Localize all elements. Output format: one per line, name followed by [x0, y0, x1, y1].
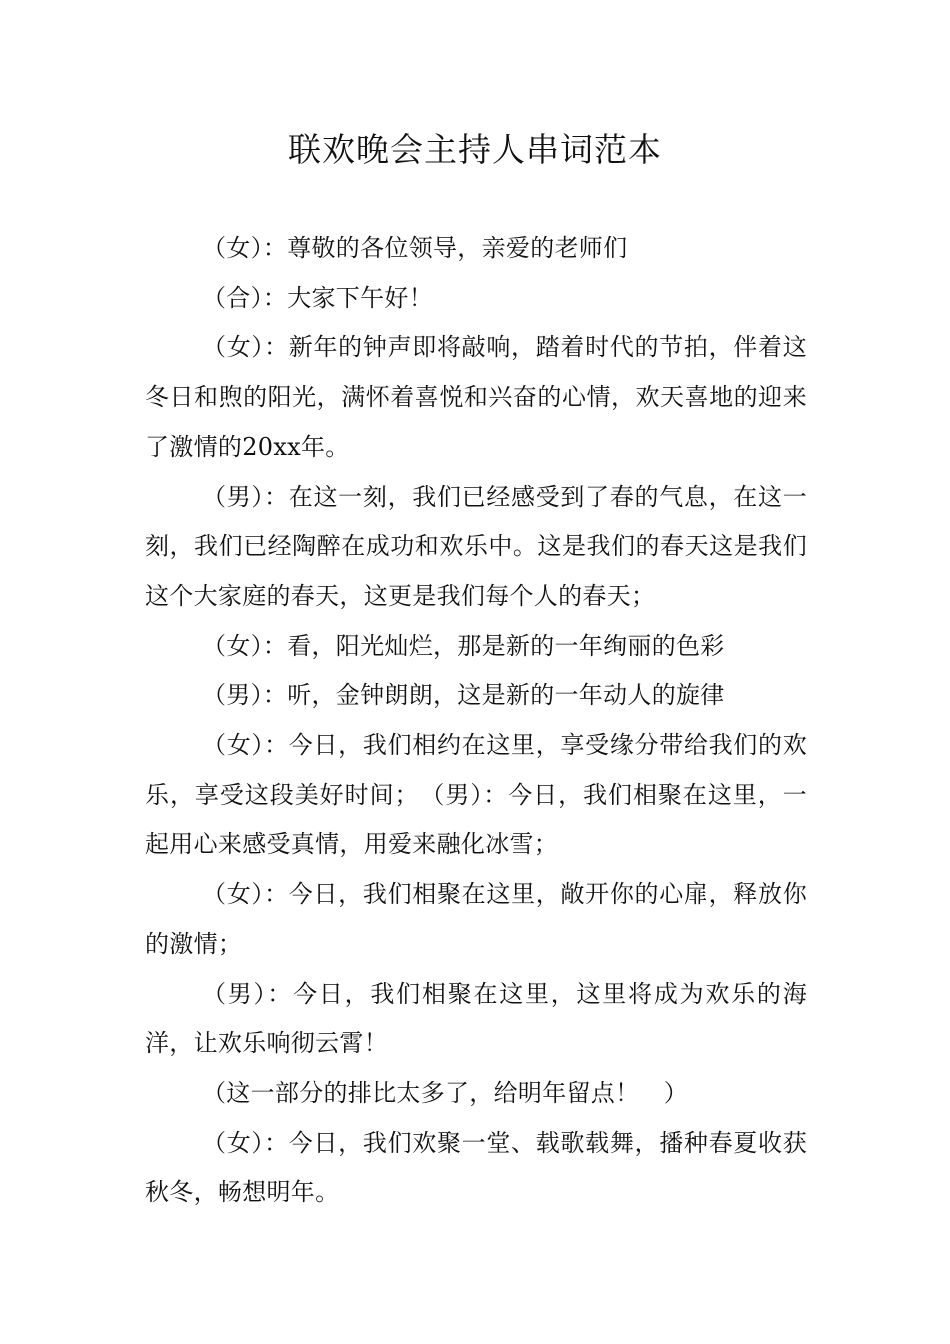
paragraph: （女）：今日，我们相约在这里，享受缘分带给我们的欢乐，享受这段美好时间； （男）：今日，我们相聚在这里，一起用心来感受真情，用爱来融化冰雪；: [145, 731, 807, 859]
paragraph: （男）：听，金钟朗朗，这是新的一年动人的旋律: [202, 681, 725, 710]
paragraph: （女）：今日，我们相聚在这里，敞开你的心扉，释放你的激情；: [145, 880, 807, 958]
paragraph: （合）：大家下午好！: [202, 283, 433, 312]
paragraph: （这一部分的排比太多了，给明年留点！ ）: [202, 1078, 688, 1107]
paragraph: （男）：今日，我们相聚在这里，这里将成为欢乐的海洋，让欢乐响彻云霄！: [145, 979, 807, 1058]
paragraph: （男）：在这一刻，我们已经感受到了春的气息，在这一刻，我们已经陶醉在成功和欢乐中。这是我们的春天这是我们这个大家庭的春天，这更是我们每个人的春天；: [145, 482, 807, 610]
document-title: 联欢晚会主持人串词范本: [288, 130, 662, 169]
paragraph: （女）：今日，我们欢聚一堂、载歌载舞，播种春夏收获秋冬，畅想明年。: [145, 1128, 807, 1207]
paragraph: （女）：新年的钟声即将敲响，踏着时代的节拍，伴着这冬日和煦的阳光，满怀着喜悦和兴奋的心情，欢天喜地的迎来了激情的20xx年。: [145, 333, 807, 461]
paragraph: （女）：看，阳光灿烂，那是新的一年绚丽的色彩: [202, 631, 725, 660]
paragraph: （女）：尊敬的各位领导，亲爱的老师们: [202, 234, 628, 262]
document-body: [145, 224, 807, 1218]
